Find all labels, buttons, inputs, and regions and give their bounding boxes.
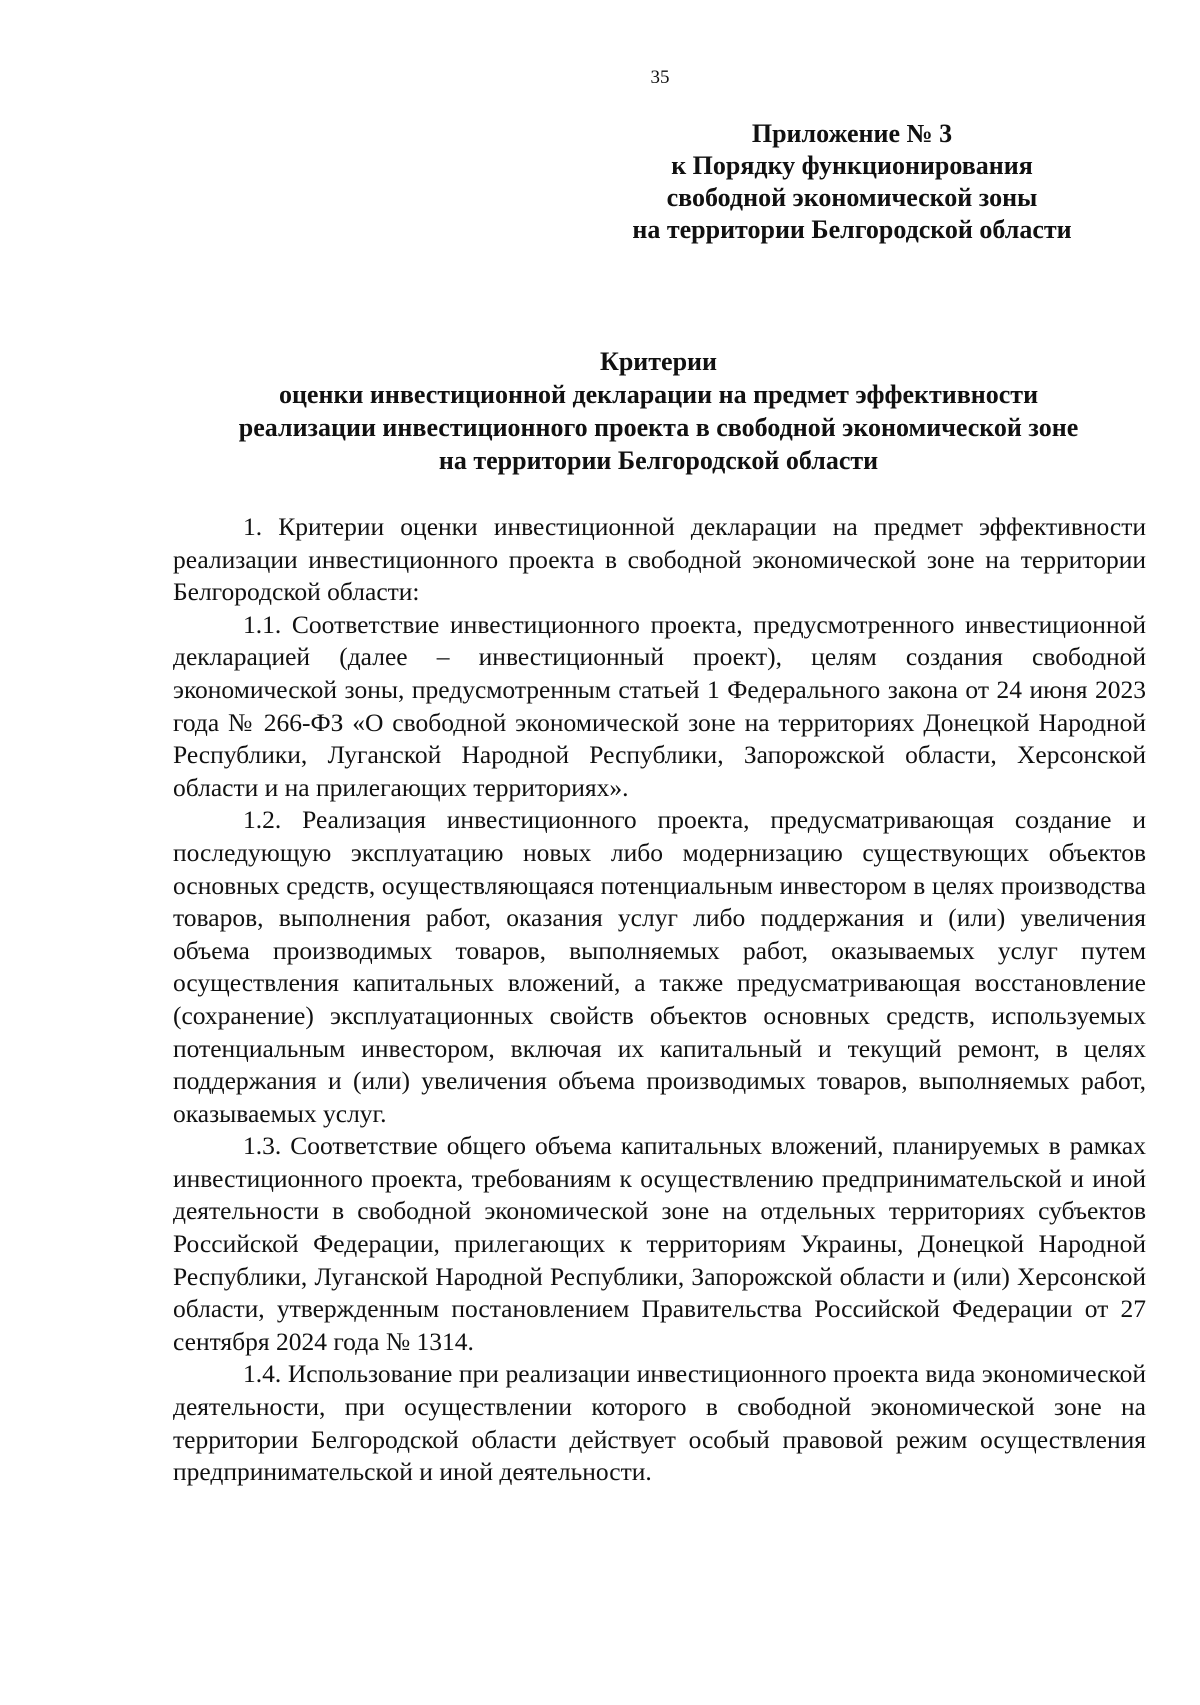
appendix-line: Приложение № 3 — [751, 119, 953, 148]
title-line: оценки инвестиционной декларации на предмет эффективности — [278, 380, 1039, 409]
paragraph-1-4: 1.4. Использование при реализации инвестиционного проекта вида экономической деятельности, при осуществлении которого в свободной экономической зоне на территории Белгородской области действует особый правовой режим осуществления предпринимательской и иной деятельности. — [173, 1359, 1146, 1487]
appendix-line: на территории Белгородской области — [632, 215, 1072, 244]
appendix-line: свободной экономической зоны — [666, 183, 1038, 212]
document-title — [120, 345, 1197, 477]
paragraph-1-1: 1.1. Соответствие инвестиционного проекта, предусмотренного инвестиционной декларацией (далее – инвестиционный проект), целям создания свободной экономической зоны, предусмотренным статьей 1 Федерального закона от 24 июня 2023 года № 266-ФЗ «О свободной экономической зоне на территориях Донецкой Народной Республики, Луганской Народной Республики, Запорожской области, Херсонской области и на прилегающих территориях». — [173, 609, 1146, 802]
appendix-line: к Порядку функционирования — [671, 151, 1033, 180]
paragraph-1-3: 1.3. Соответствие общего объема капитальных вложений, планируемых в рамках инвестиционного проекта, требованиям к осуществлению предпринимательской и иной деятельности в свободной экономической зоне на отдельных территориях субъектов Российской Федерации, прилегающих к территориям Украины, Донецкой Народной Республики, Луганской Народной Республики, Запорожской области и (или) Херсонской области, утвержденным постановлением Правительства Российской Федерации от 27 сентября 2024 года № 1314. — [173, 1131, 1146, 1356]
paragraph-1: 1. Критерии оценки инвестиционной декларации на предмет эффективности реализации инвестиционного проекта в свободной экономической зоне на территории Белгородской области: — [173, 512, 1146, 607]
title-line: реализации инвестиционного проекта в свободной экономической зоне — [238, 413, 1079, 442]
page-number: 35 — [650, 67, 670, 88]
document-body — [173, 511, 1146, 1489]
paragraph-1-2: 1.2. Реализация инвестиционного проекта, предусматривающая создание и последующую эксплуатацию новых либо модернизацию существующих объектов основных средств, осуществляющаяся потенциальным инвестором в целях производства товаров, выполнения работ, оказания услуг либо поддержания и (или) увеличения объема производимых товаров, выполняемых работ, оказываемых услуг путем осуществления капитальных вложений, а также предусматривающая восстановление (сохранение) эксплуатационных свойств объектов основных средств, используемых потенциальным инвестором, включая их капитальный и текущий ремонт, в целях поддержания и (или) увеличения объема производимых товаров, выполняемых работ, оказываемых услуг. — [173, 805, 1146, 1128]
title-heading: Критерии — [599, 347, 718, 376]
appendix-header — [572, 118, 1132, 246]
title-line: на территории Белгородской области — [438, 446, 879, 475]
